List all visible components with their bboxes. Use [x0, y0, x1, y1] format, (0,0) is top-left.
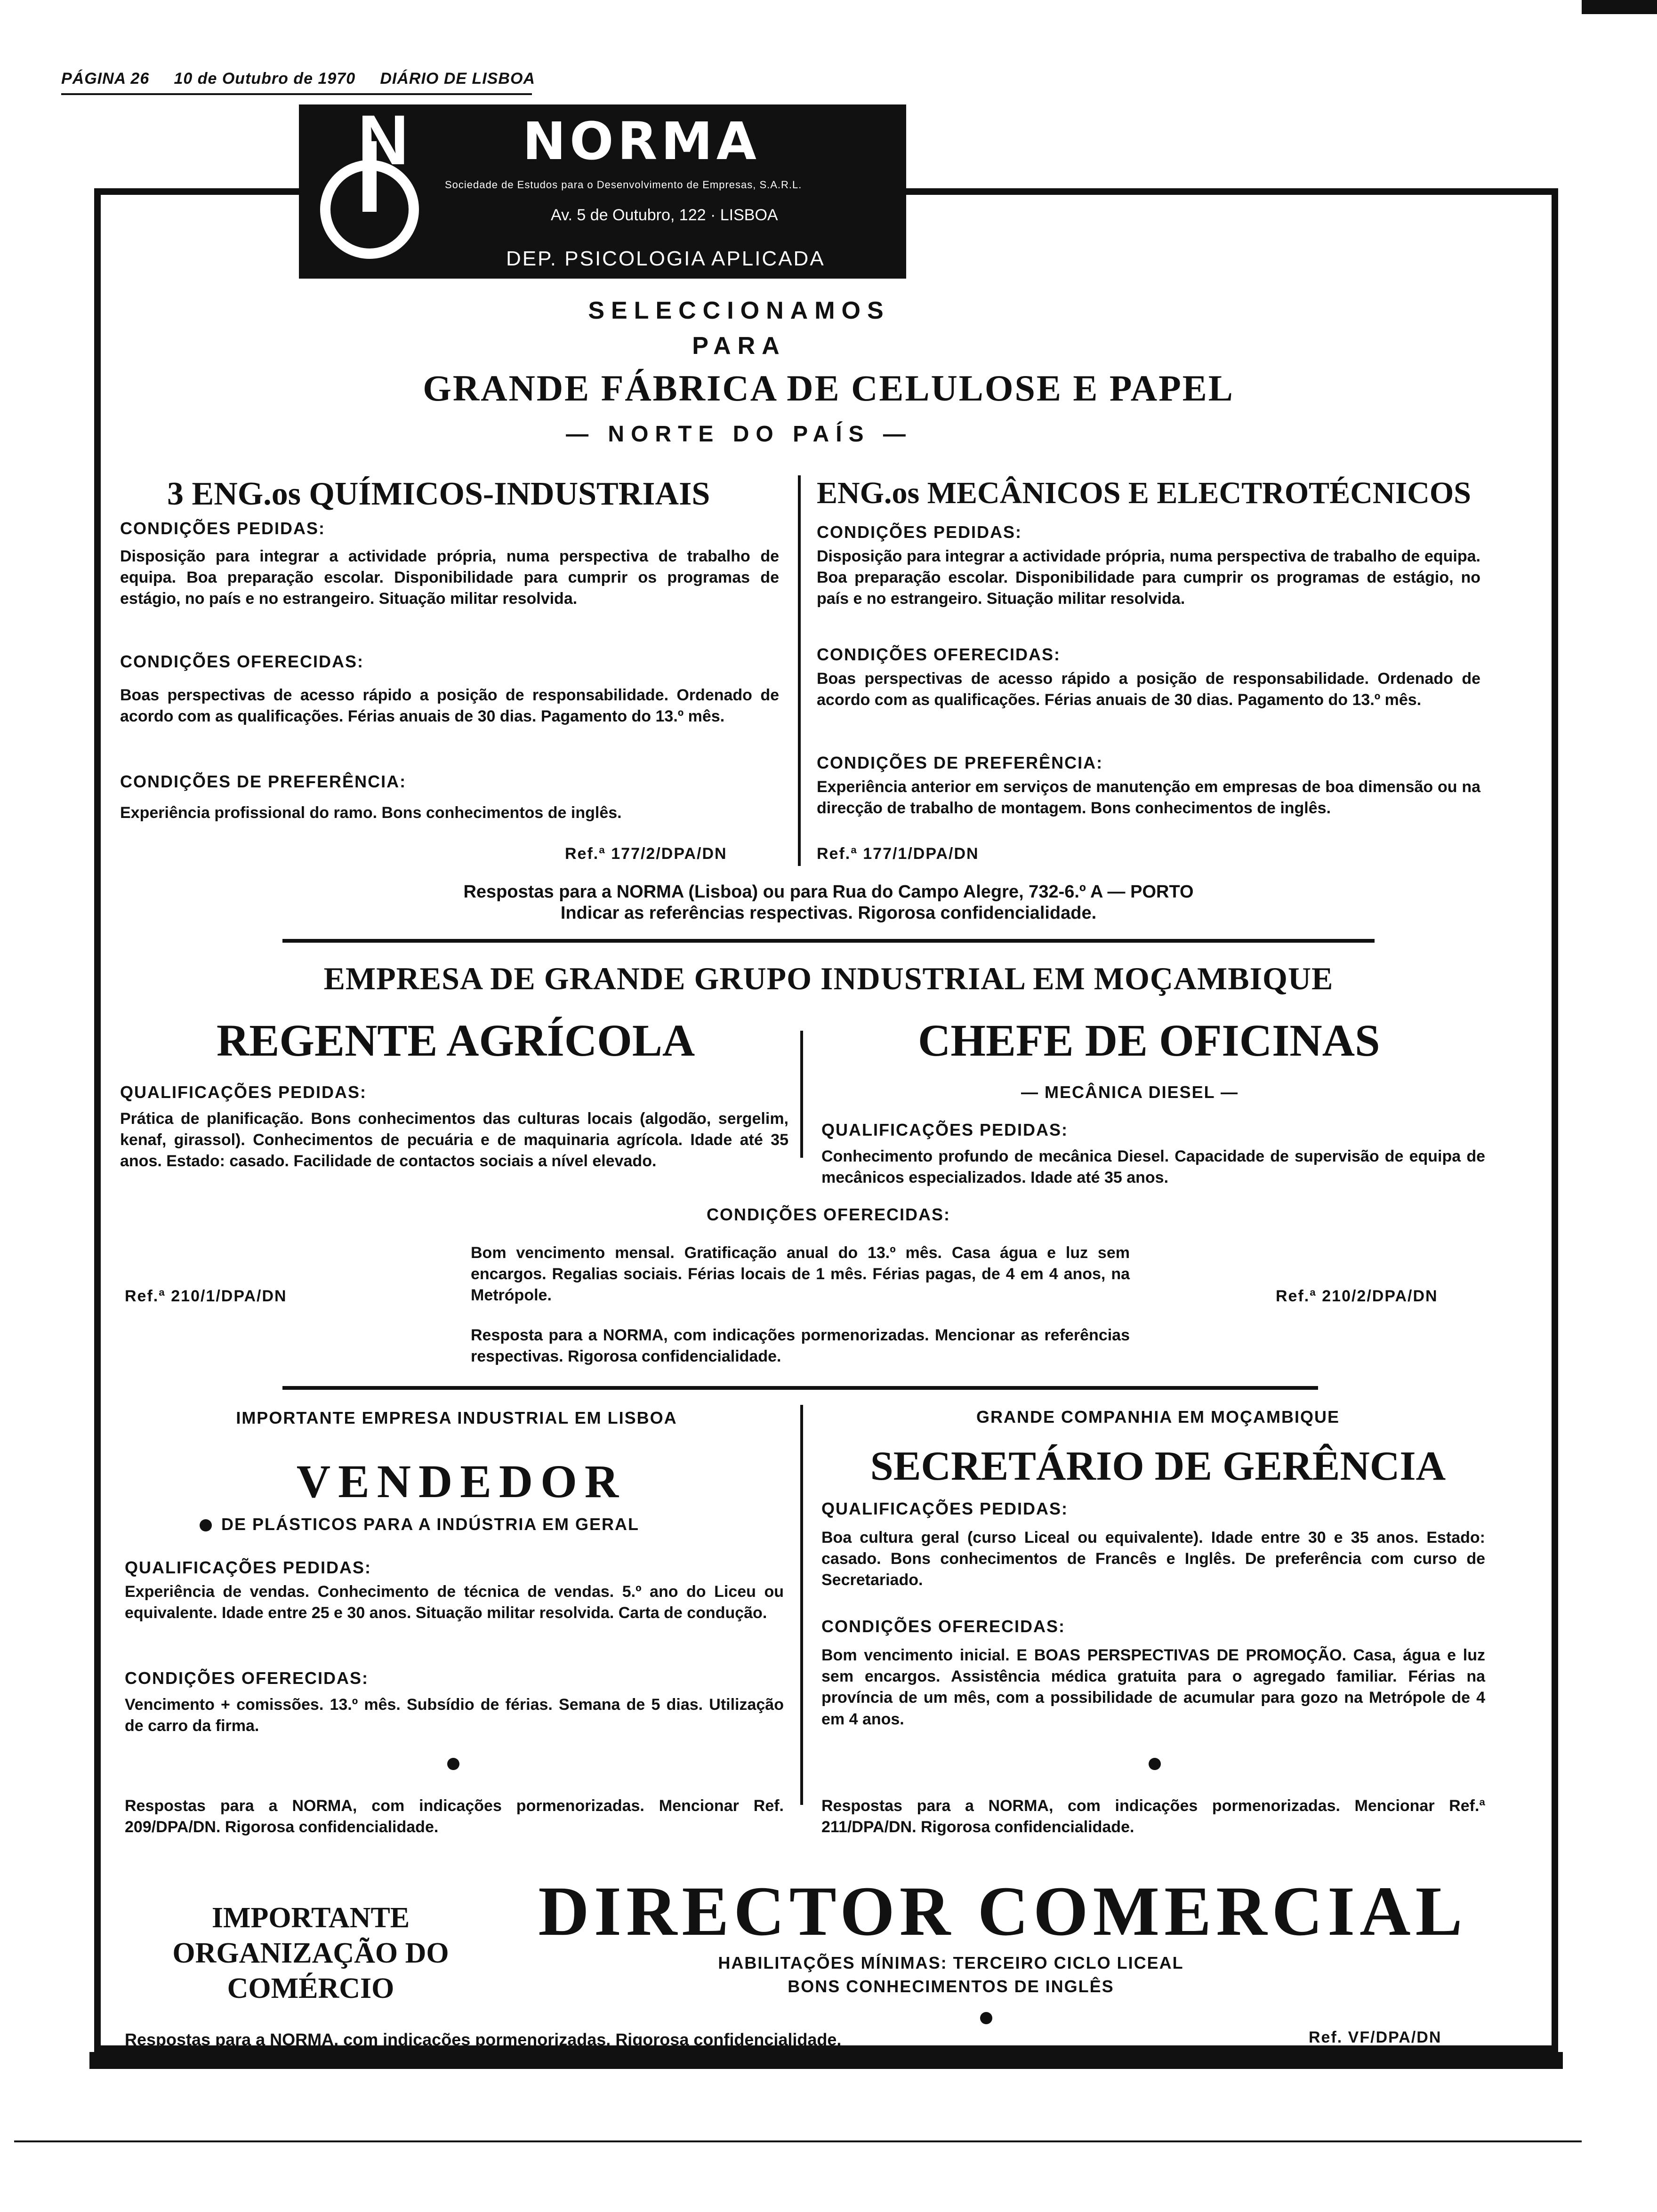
ad4-req-text: Boa cultura geral (curso Liceal ou equivalente). Idade entre 30 e 35 anos. Estado: casado. Bons conhecimentos de Francês e Inglês. De preferência com curso de Secretariado. — [821, 1529, 1485, 1589]
ad1-right-pref-text: Experiência anterior em serviços de manutenção em empresas de boa dimensão ou na direcção de trabalho de montagem. Bons conhecimentos de inglês. — [817, 778, 1480, 817]
ad1-left-ref: Ref.ª 177/2/DPA/DN — [565, 845, 727, 863]
ad1-right-req-text: Disposição para integrar a actividade própria, numa perspectiva de trabalho de equipa. Boa preparação escolar. Disponibilidade para cumprir os programas de estágio, no país e no estrangeiro. Situação militar resolvida. — [817, 547, 1480, 608]
ad3-offer-label: CONDIÇÕES OFERECIDAS: — [125, 1668, 369, 1688]
ad1-reply-line1: Respostas para a NORMA (Lisboa) ou para Rua do Campo Alegre, 732-6.º A — PORTO — [463, 882, 1194, 902]
ad2-offer-label: CONDIÇÕES OFERECIDAS: — [706, 1205, 951, 1224]
norma-logo-name: NORMA — [523, 111, 760, 171]
norma-logo-subtitle: Sociedade de Estudos para o Desenvolvimento de Empresas, S.A.R.L. — [445, 179, 802, 191]
page-number: PÁGINA 26 — [61, 70, 150, 88]
ad1-right-title: ENG.os MECÂNICOS E ELECTROTÉCNICOS — [817, 476, 1471, 510]
ad3-subtitle: DE PLÁSTICOS PARA A INDÚSTRIA EM GERAL — [221, 1515, 640, 1534]
ad5-bullet-icon — [980, 2012, 992, 2024]
ad5-org-line2: ORGANIZAÇÃO DO — [172, 1937, 449, 1969]
ad1-right-req-label: CONDIÇÕES PEDIDAS: — [817, 522, 1022, 542]
ad1-left-pref-text: Experiência profissional do ramo. Bons conhecimentos de inglês. — [120, 804, 622, 822]
ad3-title: VENDEDOR — [296, 1455, 627, 1507]
ad3-offer-text: Vencimento + comissões. 13.º mês. Subsídio de férias. Semana de 5 dias. Utilização de carro da firma. — [125, 1696, 784, 1735]
ad1-right-pref-label: CONDIÇÕES DE PREFERÊNCIA: — [817, 753, 1103, 772]
ad4-reply: Respostas para a NORMA, com indicações pormenorizadas. Mencionar Ref.ª 211/DPA/DN. Rigorosa confidencialidade. — [821, 1797, 1485, 1836]
ad1-left-title: 3 ENG.os QUÍMICOS-INDUSTRIAIS — [167, 476, 710, 512]
page-header — [61, 70, 535, 88]
ad2-title: EMPRESA DE GRANDE GRUPO INDUSTRIAL EM MOÇAMBIQUE — [323, 961, 1334, 996]
ad3-bullet-separator-icon — [447, 1758, 459, 1770]
norma-logo-department: DEP. PSICOLOGIA APLICADA — [506, 247, 825, 270]
frame-bottom-bar — [89, 2052, 1563, 2069]
ad5-req-line2: BONS CONHECIMENTOS DE INGLÊS — [788, 1977, 1114, 1996]
ad2-reply: Resposta para a NORMA, com indicações pormenorizadas. Mencionar as referências respectivas. Rigorosa confidencialidade. — [471, 1326, 1130, 1366]
ad1-column-divider — [798, 475, 801, 866]
ad3-ad4-divider — [800, 1405, 803, 1805]
ad1-right-ref: Ref.ª 177/1/DPA/DN — [817, 845, 979, 863]
ad5-org-line1: IMPORTANTE — [211, 1902, 410, 1934]
ad1-left-offer-text: Boas perspectivas de acesso rápido a posição de responsabilidade. Ordenado de acordo com as qualificações. Férias anuais de 30 dias. Pagamento do 13.º mês. — [120, 686, 779, 726]
ad1-right-offer-label: CONDIÇÕES OFERECIDAS: — [817, 645, 1061, 664]
ad2-left-ref: Ref.ª 210/1/DPA/DN — [125, 1287, 287, 1305]
ad4-req-label: QUALIFICAÇÕES PEDIDAS: — [821, 1499, 1069, 1518]
ad3-reply: Respostas para a NORMA, com indicações pormenorizadas. Mencionar Ref. 209/DPA/DN. Rigorosa confidencialidade. — [125, 1797, 784, 1836]
ad5-req-line1: HABILITAÇÕES MÍNIMAS: TERCEIRO CICLO LICEAL — [718, 1953, 1184, 1972]
ad2-right-subtitle: — MECÂNICA DIESEL — — [1021, 1082, 1239, 1102]
ad1-line2: PARA — [692, 332, 786, 360]
header-rule — [61, 93, 532, 95]
ad2-column-divider — [800, 1031, 803, 1158]
ad2-right-title: CHEFE DE OFICINAS — [918, 1015, 1380, 1066]
ad2-right-text: Conhecimento profundo de mecânica Diesel. Capacidade de supervisão de equipa de mecânicos especializados. Idade até 35 anos. — [821, 1147, 1485, 1187]
ad1-region: — NORTE DO PAÍS — — [566, 422, 912, 447]
ad2-right-ref: Ref.ª 210/2/DPA/DN — [1276, 1287, 1438, 1305]
page-bottom-line — [14, 2140, 1582, 2142]
ad1-separator — [282, 939, 1375, 943]
ad1-reply-line2: Indicar as referências respectivas. Rigorosa confidencialidade. — [560, 903, 1097, 923]
ad2-separator — [282, 1386, 1318, 1390]
norma-logo-address: Av. 5 de Outubro, 122 · LISBOA — [551, 206, 778, 224]
ad1-line1: SELECCIONAMOS — [588, 297, 890, 324]
ad1-left-req-label: CONDIÇÕES PEDIDAS: — [120, 519, 326, 538]
ad5-org-line3: COMÉRCIO — [227, 1972, 394, 2004]
ad2-left-title: REGENTE AGRÍCOLA — [217, 1015, 695, 1066]
ad2-left-text: Prática de planificação. Bons conhecimentos das culturas locais (algodão, sergelim, kenaf, girassol). Conhecimentos de pecuária e de maquinaria agrícola. Idade até 35 anos. Estado: casado. Facilidade de contactos sociais a nível elevado. — [120, 1110, 788, 1170]
ad1-title: GRANDE FÁBRICA DE CELULOSE E PAPEL — [423, 368, 1234, 409]
ad3-req-text: Experiência de vendas. Conhecimento de técnica de vendas. 5.º ano do Liceu ou equivalente. Idade entre 25 e 30 anos. Situação militar resolvida. Carta de condução. — [125, 1583, 784, 1622]
ad4-offer-text: Bom vencimento inicial. E BOAS PERSPECTIVAS DE PROMOÇÃO. Casa, água e luz sem encargos. Assistência médica gratuita para o agregado familiar. Férias na província de um mês, com a possibilidade de acumular para gozo na Metrópole de 4 em 4 anos. — [821, 1646, 1485, 1728]
ad4-company: GRANDE COMPANHIA EM MOÇAMBIQUE — [976, 1407, 1340, 1427]
ad4-title: SECRETÁRIO DE GERÊNCIA — [870, 1443, 1446, 1489]
ad3-req-label: QUALIFICAÇÕES PEDIDAS: — [125, 1558, 372, 1577]
ad5-reply: Respostas para a NORMA, com indicações pormenorizadas. Rigorosa confidencialidade. — [125, 2030, 842, 2049]
ad1-left-req-text: Disposição para integrar a actividade própria, numa perspectiva de trabalho de equipa. Boa preparação escolar. Disponibilidade para cumprir os programas de estágio, no país e no estrangeiro. Situação militar resolvida. — [120, 547, 779, 608]
ad2-left-label: QUALIFICAÇÕES PEDIDAS: — [120, 1082, 367, 1102]
ad1-left-pref-label: CONDIÇÕES DE PREFERÊNCIA: — [120, 772, 407, 791]
ad5-ref: Ref. VF/DPA/DN — [1309, 2028, 1442, 2046]
ad3-company: IMPORTANTE EMPRESA INDUSTRIAL EM LISBOA — [236, 1408, 677, 1427]
ad1-left-offer-label: CONDIÇÕES OFERECIDAS: — [120, 652, 364, 671]
ad2-offer-text: Bom vencimento mensal. Gratificação anual do 13.º mês. Casa água e luz sem encargos. Regalias sociais. Férias locais de 1 mês. Férias pagas, de 4 em 4 anos, na Metrópole. — [471, 1244, 1130, 1305]
ad4-offer-label: CONDIÇÕES OFERECIDAS: — [821, 1617, 1066, 1636]
newspaper-name: DIÁRIO DE LISBOA — [380, 70, 535, 88]
ad3-bullet-icon — [200, 1519, 212, 1531]
ad5-title: DIRECTOR COMERCIAL — [538, 1872, 1467, 1950]
norma-logo-letter: N — [358, 100, 409, 179]
ad1-right-offer-text: Boas perspectivas de acesso rápido a posição de responsabilidade. Ordenado de acordo com as qualificações. Férias anuais de 30 dias. Pagamento do 13.º mês. — [817, 670, 1480, 709]
page-date: 10 de Outubro de 1970 — [174, 70, 356, 88]
corner-mark — [1582, 0, 1657, 14]
ad4-bullet-separator-icon — [1149, 1758, 1161, 1770]
ad2-right-label: QUALIFICAÇÕES PEDIDAS: — [821, 1120, 1069, 1139]
